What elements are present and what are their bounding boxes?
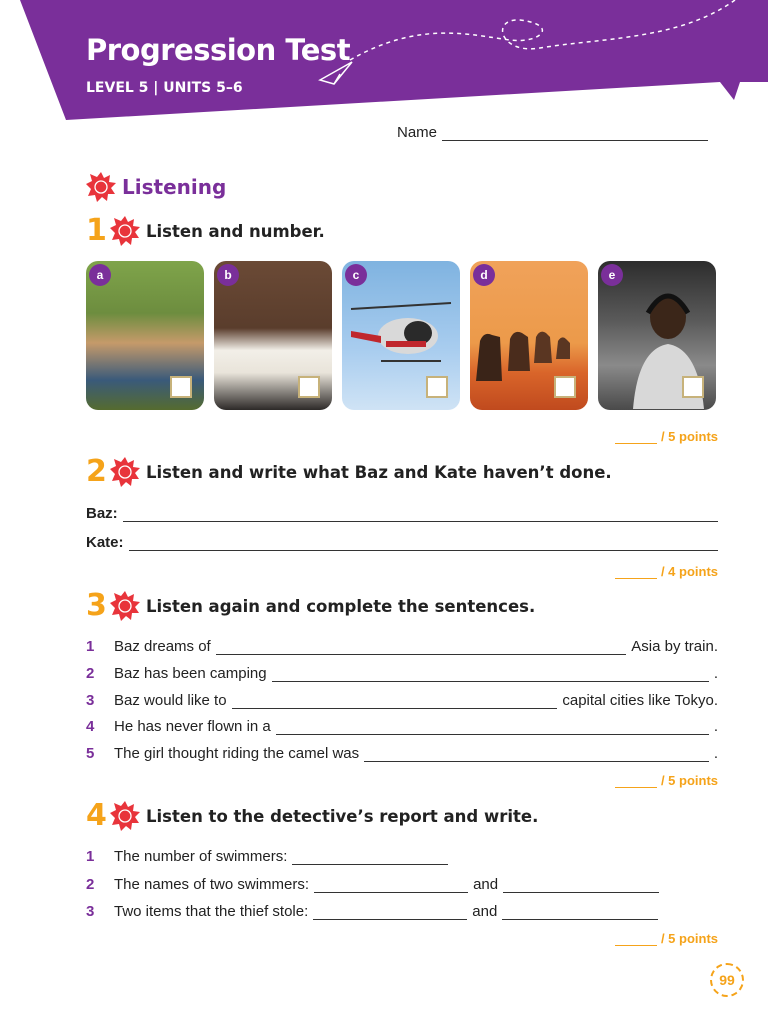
answer-line[interactable]: [503, 879, 659, 893]
answer-row-baz: Baz:: [86, 505, 718, 522]
score-exercise-1: / 5 points: [615, 429, 718, 444]
answer-line[interactable]: [232, 695, 558, 709]
answer-line[interactable]: [364, 748, 709, 762]
exercise-number: 4: [86, 798, 107, 833]
photo-letter: e: [601, 264, 623, 286]
exercise-instruction: Listen to the detective’s report and write.: [146, 806, 539, 826]
listening-burst-icon: [110, 457, 140, 487]
listening-burst-icon: [86, 172, 116, 202]
name-field: [397, 124, 708, 141]
exercise-1-heading: [86, 213, 325, 248]
photo-row: [86, 261, 716, 410]
answer-row-kate: Kate:: [86, 534, 718, 551]
answer-box[interactable]: [170, 376, 192, 398]
score-exercise-2: / 4 points: [615, 564, 718, 579]
exercise-number: 2: [86, 454, 107, 489]
exercise-number: 1: [86, 213, 107, 248]
question-item: 2 The names of two swimmers: and: [86, 876, 718, 893]
answer-box[interactable]: [426, 376, 448, 398]
camels-silhouette: [470, 301, 588, 381]
exercise-3-heading: [86, 588, 536, 623]
page-subtitle: LEVEL 5 | UNITS 5–6: [86, 80, 243, 96]
answer-box[interactable]: [554, 376, 576, 398]
photo-helicopter: [342, 261, 460, 410]
page-number: 99: [710, 963, 744, 997]
listening-burst-icon: [110, 801, 140, 831]
photo-letter: b: [217, 264, 239, 286]
exercise-instruction: Listen and number.: [146, 221, 325, 241]
score-input-line[interactable]: [615, 776, 657, 788]
section-heading: [86, 172, 226, 202]
section-title: Listening: [122, 175, 227, 199]
exercise-instruction: Listen again and complete the sentences.: [146, 596, 536, 616]
name-input-line[interactable]: [442, 125, 708, 141]
sentence-item: 3 Baz would like to capital cities like Tokyo.: [86, 692, 718, 709]
answer-line[interactable]: [216, 641, 627, 655]
score-exercise-3: / 5 points: [615, 773, 718, 788]
exercise-2-heading: [86, 454, 612, 489]
name-label: Name: [397, 124, 438, 141]
exercise-4-heading: [86, 798, 539, 833]
photo-letter: d: [473, 264, 495, 286]
photo-hotel-bedroom: [214, 261, 332, 410]
sentence-item: 4 He has never flown in a .: [86, 718, 718, 735]
exercise-instruction: Listen and write what Baz and Kate haven’t done.: [146, 462, 612, 482]
answer-line[interactable]: [129, 537, 718, 551]
sentence-item: 2 Baz has been camping .: [86, 665, 718, 682]
listening-burst-icon: [110, 591, 140, 621]
photo-letter: a: [89, 264, 111, 286]
page-title: Progression Test: [86, 33, 351, 67]
photo-letter: c: [345, 264, 367, 286]
answer-line[interactable]: [502, 906, 658, 920]
photo-friends-camping: [86, 261, 204, 410]
score-input-line[interactable]: [615, 567, 657, 579]
sentence-item: 1 Baz dreams of Asia by train.: [86, 638, 718, 655]
photo-camel-caravan: [470, 261, 588, 410]
answer-box[interactable]: [298, 376, 320, 398]
score-exercise-4: / 5 points: [615, 931, 718, 946]
answer-line[interactable]: [314, 879, 468, 893]
sentence-item: 5 The girl thought riding the camel was .: [86, 745, 718, 762]
photo-man-headphones: [598, 261, 716, 410]
exercise-number: 3: [86, 588, 107, 623]
answer-line[interactable]: [313, 906, 467, 920]
helicopter-illustration: [346, 291, 456, 371]
answer-line[interactable]: [276, 721, 709, 735]
question-item: 1 The number of swimmers:: [86, 848, 718, 865]
question-item: 3 Two items that the thief stole: and: [86, 903, 718, 920]
answer-line[interactable]: [292, 851, 448, 865]
answer-line[interactable]: [272, 668, 709, 682]
listening-burst-icon: [110, 216, 140, 246]
score-input-line[interactable]: [615, 432, 657, 444]
answer-box[interactable]: [682, 376, 704, 398]
answer-line[interactable]: [123, 508, 718, 522]
score-input-line[interactable]: [615, 934, 657, 946]
